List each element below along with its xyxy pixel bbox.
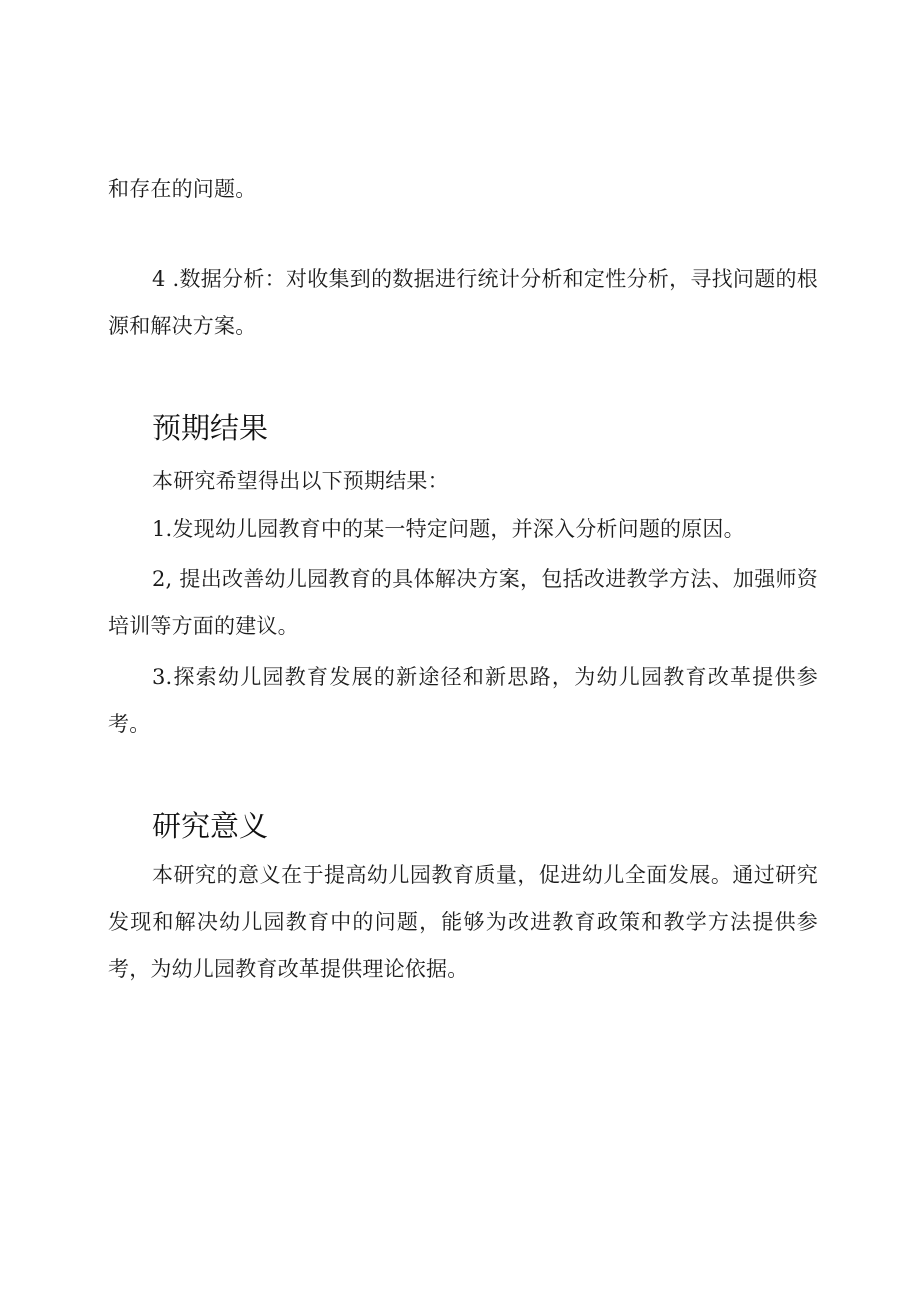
- paragraph-continuation: 和存在的问题。: [108, 177, 257, 201]
- paragraph-expected-intro: 本研究希望得出以下预期结果：: [152, 469, 449, 493]
- heading-expected-results: 预期结果: [152, 411, 269, 445]
- paragraph-significance: 本研究的意义在于提高幼儿园教育质量，促进幼儿全面发展。通过研究发现和解决幼儿园教育中的问题，能够为改进教育政策和教学方法提供参考，为幼儿园教育改革提供理论依据。: [108, 863, 818, 981]
- paragraph-result-1: 1.发现幼儿园教育中的某一特定问题，并深入分析问题的原因。: [152, 517, 745, 541]
- paragraph-result-3: 3.探索幼儿园教育发展的新途径和新思路，为幼儿园教育改革提供参考。: [108, 665, 818, 736]
- paragraph-data-analysis: 4 .数据分析：对收集到的数据进行统计分析和定性分析，寻找问题的根源和解决方案。: [108, 267, 818, 338]
- heading-significance: 研究意义: [152, 809, 269, 843]
- paragraph-result-2: 2, 提出改善幼儿园教育的具体解决方案，包括改进教学方法、加强师资培训等方面的建议。: [108, 567, 818, 638]
